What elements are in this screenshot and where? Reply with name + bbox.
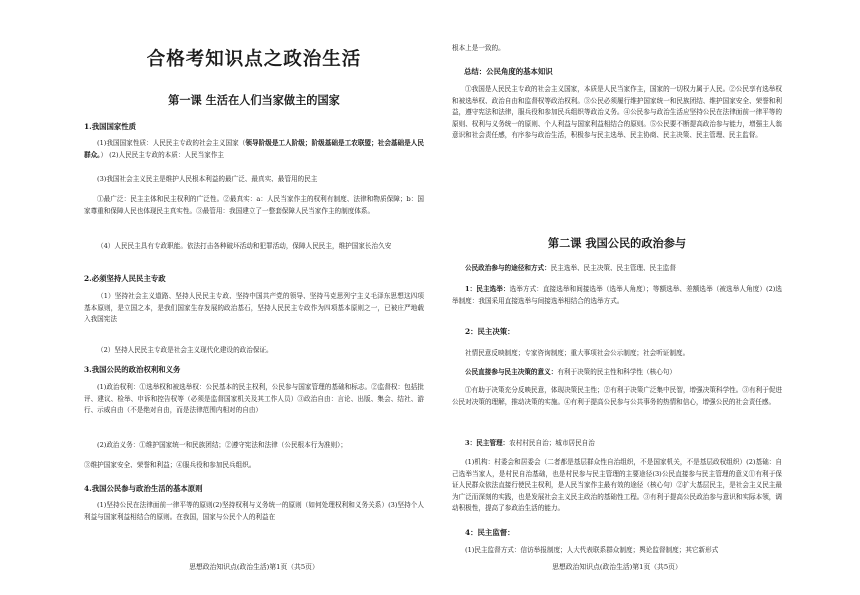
election-text: 选举方式：直接选举和间接选举（选举人角度）；等额选举、差额选举（被选举人角度）(2)选举制度：我国采用直接选举与间接选举相结合的选举方式。 [452, 285, 782, 305]
section2-paragraph1: （1）坚持社会主义道路、坚持人民民主专政、坚持中国共产党的领导、坚持马克思列宁主义毛泽东思想这四项基本原则，是立国之本，是我们国家生存发展的政治基石，坚持人民民主专政作为四项基本原则之一，已被庄严地载入我国宪法 [84, 292, 424, 324]
management-text: 农村村民自治；城市居民自治 [509, 439, 595, 447]
management-paragraph [452, 438, 782, 450]
summary-heading: 总结：公民角度的基本知识 [464, 67, 553, 76]
right-page-footer: 思想政治知识点(政治生活)第1页（共5页） [552, 563, 682, 571]
decision-significance-text: 有利于决策的民主性和科学性（核心句） [557, 368, 676, 376]
section3-paragraph3: ③维护国家安全、荣誉和利益；④服兵役和参加民兵组织。 [84, 461, 256, 469]
s1-p1-bold: 领导阶级是工人阶级；阶级基础是工农联盟；社会基础是人民群众。 [84, 139, 425, 159]
s1-p1-text-a: (1)我国国家性质：人民民主专政的社会主义国家（ [97, 139, 246, 147]
continuation-text: 根本上是一致的。 [452, 44, 505, 52]
summary-paragraph: ①我国是人民民主专政的社会主义国家，本质是人民当家作主，国家的一切权力属于人民。②公民享有选举权和被选举权、政治自由和监督权等政治权利。③公民必须履行维护国家统一和民族团结、维护国家安全、荣誉和利益，遵守宪法和法律，服兵役和参加民兵组织等政治义务。④公民参与政治生活应坚持公民在法律面前一律平等的原则、权利与义务统一的原则、个人利益与国家利益相结合的原则。⑤公民要不断提高政治参与能力，增强主人翁意识和社会责任感，有序参与政治生活，积极参与民主选举、民主协商、民主决策、民主管理、民主监督。 [452, 85, 782, 140]
section3-paragraph2: (2)政治义务：①维护国家统一和民族团结；②遵守宪法和法律（公民根本行为准则）； [97, 441, 348, 449]
participation-ways [452, 263, 782, 275]
left-page-footer: 思想政治知识点(政治生活)第1页（共5页） [189, 563, 319, 571]
section1-paragraph3: ①最广泛：民主主体和民主权利的广泛性。②最真实：a：人民当家作主的权利有制度、法律和物质保障；b：国家尊重和保障人民也体现民主真实性。③最管用：我国建立了一整套保障人民当家作主的制度体系。 [84, 195, 424, 215]
section1-paragraph1 [84, 138, 424, 161]
management-heading: 3：民主管理： [465, 439, 510, 447]
ways-bold: 公民政治参与的途径和方式： [465, 264, 551, 272]
section2-heading: 2.必须坚持人民民主专政 [84, 274, 166, 283]
section3-heading: 3.我国公民的政治权利和义务 [84, 365, 181, 374]
document-title: 合格考知识点之政治生活 [146, 49, 362, 70]
section1-paragraph2: (3)我国社会主义民主是维护人民根本利益的最广泛、最真实、最管用的民主 [97, 175, 318, 183]
section4-paragraph1: (1)坚持公民在法律面前一律平等的原则(2)坚持权利与义务统一的原则（如何处理权利和义务关系）(3)坚持个人利益与国家利益相结合的原则。在我国，国家与公民个人的利益在 [84, 501, 424, 521]
decision-significance [452, 367, 782, 379]
section1-heading: 1.我国国家性质 [84, 122, 137, 131]
decision-paragraph: 社情民意反映制度；专家咨询制度；重大事项社会公示制度；社会听证制度。 [465, 349, 690, 357]
s1-p1-text-b: ） (2)人民民主专政的本质：人民当家作主 [100, 150, 225, 159]
section3-paragraph1: (1)政治权利：①选举权和被选举权：公民基本的民主权利，公民参与国家管理的基础和标志。②监督权：包括批评、建议、检举、申诉和控告权等（必须是监督国家机关及其工作人员）③政治自由：言论、出版、集会、结社、游行、示威自由（不是绝对自由，而是法律范围内相对的自由） [84, 383, 424, 415]
ways-text: 民主选举、民主决策、民主管理、民主监督 [550, 264, 676, 272]
supervision-paragraph: (1)民主监督方式：信访举报制度；人大代表联系群众制度；舆论监督制度；其它新形式 [465, 546, 719, 554]
lesson2-title: 第二课 我国公民的政治参与 [547, 236, 687, 250]
decision-heading: 2：民主决策： [465, 327, 515, 336]
supervision-heading: 4：民主监督： [465, 528, 515, 537]
decision-significance-bold: 公民直接参与民主决策的意义： [465, 368, 558, 376]
election-heading: 1：民主选举： [465, 285, 510, 293]
election-paragraph [452, 284, 782, 307]
section1-paragraph4: （4）人民民主具有专政职能。依法打击各种破坏活动和犯罪活动，保障人民民主，维护国家长治久安 [97, 242, 392, 250]
lesson1-title: 第一课 生活在人们当家做主的国家 [168, 93, 340, 107]
management-details: (1)机构：村委会和居委会（二者都是基层群众性自治组织，不是国家机关，不是基层政权组织）(2)基础：自己选举当家人，是村民自治基础，也是村民参与民主管理的主要途径(3)公民直接参与民主管理的意义①有利于保证人民群众依法直接行使民主权利，是人民当家作主最有效的途径（核心句）②扩大基层民主，是社会主义民主最为广泛而深刻的实践，也是发展社会主义民主政治的基础性工程。③有利于提高公民政治参与意识和实际本领，调动积极性，提高了参政治生活的能力。 [452, 458, 782, 513]
section2-paragraph2: （2）坚持人民民主专政是社会主义现代化建设的政治保证。 [97, 346, 273, 354]
section4-heading: 4.我国公民参与政治生活的基本原则 [84, 484, 203, 493]
decision-benefits: ①有助于决策充分反映民意，体现决策民主性；②有利于决策广泛集中民智，增强决策科学性。③有利于促进公民对决策的理解，推动决策的实施。④有利于提高公民参与公共事务的热情和信心，增强公民的社会责任感。 [452, 386, 782, 406]
